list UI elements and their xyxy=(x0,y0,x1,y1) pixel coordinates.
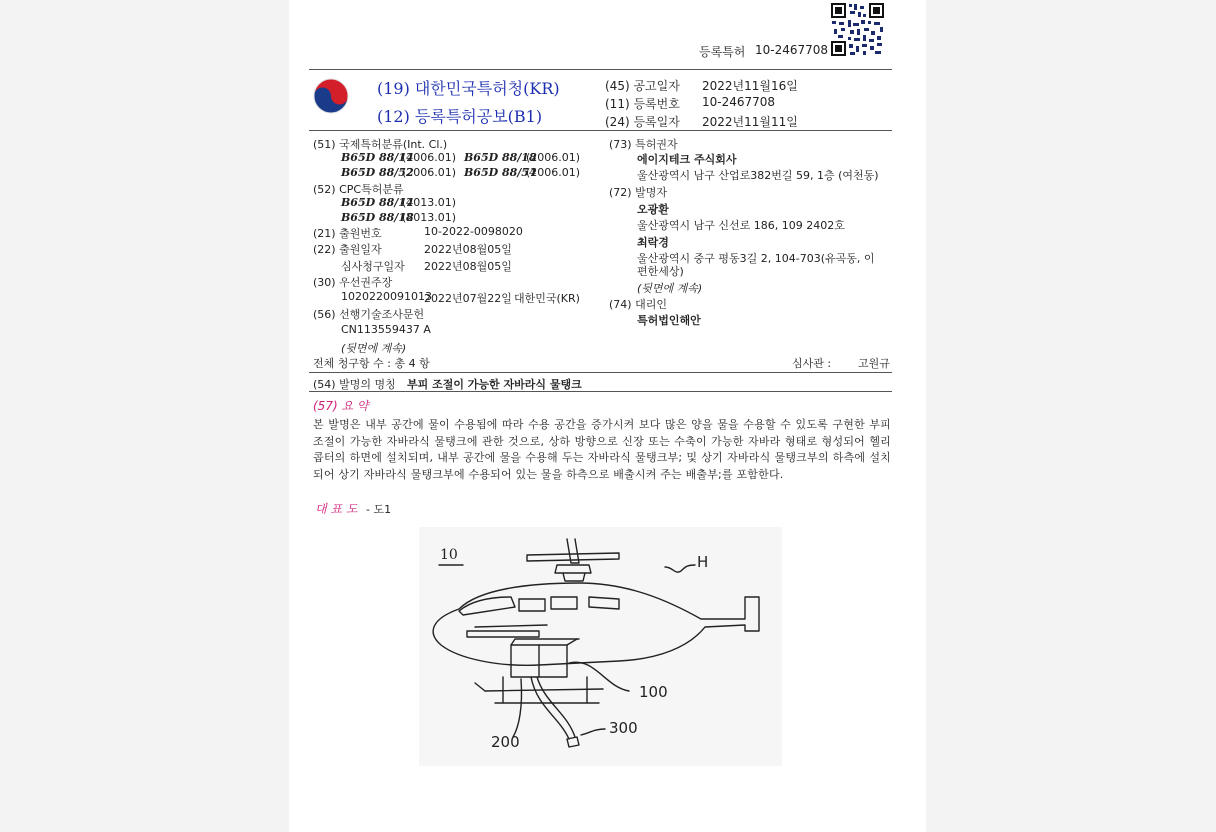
rep-figure-label: 대 표 도 xyxy=(315,502,358,516)
reg-date-label: (24) 등록일자 xyxy=(605,115,680,129)
rule-2 xyxy=(309,130,892,131)
pub-date-label: (45) 공고일자 xyxy=(605,79,680,93)
ipc-code: B65D 88/18 xyxy=(464,151,537,164)
agent-label: (74) 대리인 xyxy=(609,298,667,311)
reg-no-label: (11) 등록번호 xyxy=(605,97,680,111)
pub-date: 2022년11월16일 xyxy=(702,79,798,93)
reg-prefix: 등록특허 xyxy=(699,45,746,59)
cpc-year: (2013.01) xyxy=(402,211,457,224)
rep-figure-value: - 도1 xyxy=(366,503,392,516)
examiner-label: 심사관 : xyxy=(792,357,832,370)
patentee-address: 울산광역시 남구 산업로382번길 59, 1층 (여천동) xyxy=(637,169,879,182)
claims-count: 전체 청구항 수 : 총 4 항 xyxy=(313,357,430,370)
cpc-year: (2013.01) xyxy=(402,196,457,209)
priority-date: 2022년07월22일 xyxy=(424,292,512,305)
priority-country: 대한민국(KR) xyxy=(514,292,580,305)
patentee-name: 에이지테크 주식회사 xyxy=(637,153,737,166)
qr-code xyxy=(830,2,885,57)
inventor-address-line1: 울산광역시 중구 평동3길 2, 104-703(유곡동, 이 xyxy=(637,252,875,265)
invention-title: 부피 조절이 가능한 자바라식 물탱크 xyxy=(407,378,582,391)
priority-label: (30) 우선권주장 xyxy=(313,276,393,289)
prior-art-doc: CN113559437 A xyxy=(341,323,431,336)
representative-drawing xyxy=(419,527,782,766)
rule-4 xyxy=(309,391,892,392)
continued-note-left: (뒷면에 계속) xyxy=(341,342,407,355)
invention-title-label: (54) 발명의 명칭 xyxy=(313,378,396,391)
reg-date: 2022년11월11일 xyxy=(702,115,798,129)
rule-3 xyxy=(309,372,892,373)
exam-date-label: 심사청구일자 xyxy=(341,260,405,273)
app-no: 10-2022-0098020 xyxy=(424,225,523,238)
inventor-label: (72) 발명자 xyxy=(609,186,667,199)
inventor-address: 울산광역시 남구 신선로 186, 109 2402호 xyxy=(637,219,845,232)
app-no-label: (21) 출원번호 xyxy=(313,227,382,240)
priority-no: 1020220091013 xyxy=(341,290,432,303)
patentee-label: (73) 특허권자 xyxy=(609,138,678,151)
inventor-name: 최락경 xyxy=(637,236,669,249)
abstract-label: (57) 요 약 xyxy=(313,399,369,413)
prior-art-label: (56) 선행기술조사문헌 xyxy=(313,308,425,321)
reg-number: 10-2467708 xyxy=(755,43,829,57)
exam-date: 2022년08월05일 xyxy=(424,260,512,273)
ref-200-label: 200 xyxy=(491,733,520,751)
helicopter-drawing xyxy=(419,527,782,766)
ipc-code: B65D 88/14 xyxy=(341,151,414,164)
ipc-year: (2006.01) xyxy=(526,151,581,164)
ref-10-label: 10 xyxy=(440,547,458,563)
ipc-code: B65D 88/54 xyxy=(464,166,537,179)
ipc-year: (2006.01) xyxy=(402,151,457,164)
top-rule xyxy=(309,69,892,70)
inventor-name: 오광환 xyxy=(637,203,669,216)
patent-page xyxy=(289,0,926,832)
publication-type: (12) 등록특허공보(B1) xyxy=(377,107,543,126)
examiner-name: 고원규 xyxy=(858,357,890,370)
ipc-code: B65D 88/52 xyxy=(341,166,414,179)
taegeuk-emblem-icon xyxy=(313,78,349,114)
cpc-label: (52) CPC특허분류 xyxy=(313,183,404,196)
cpc-code: B65D 88/14 xyxy=(341,196,414,209)
cpc-code: B65D 88/18 xyxy=(341,211,414,224)
agent-name: 특허법인해안 xyxy=(637,314,701,327)
inventor-address-line2: 편한세상) xyxy=(637,265,684,278)
ipc-label: (51) 국제특허분류(Int. Cl.) xyxy=(313,138,448,151)
office-name: (19) 대한민국특허청(KR) xyxy=(377,79,560,98)
ref-300-label: 300 xyxy=(609,719,638,737)
reg-no: 10-2467708 xyxy=(702,95,776,109)
ipc-year: (2006.01) xyxy=(526,166,581,179)
ref-h-label: H xyxy=(697,553,709,571)
ipc-year: (2006.01) xyxy=(402,166,457,179)
continued-note-right: (뒷면에 계속) xyxy=(637,282,703,295)
abstract-text: 본 발명은 내부 공간에 물이 수용됨에 따라 수용 공간을 증가시켜 보다 많은 양을 물을 수용할 수 있도록 구현한 부피 조절이 가능한 자바라식 물탱크에 관한 것으로, 상하 방향으로 신장 또는 수축이 가능한 자바라 형태로 형성되어 헬리콥터의 하면에 설치되며, 내부 공간에 물을 수용해 두는 자바라식 물탱크부; 및 상기 자바라식 물탱크부의 하측에 설치되어 상기 자바라식 물탱크부에 수용되어 있는 물을 하측으로 배출시켜 주는 배출부;를 포함한다. xyxy=(313,418,891,481)
ref-100-label: 100 xyxy=(639,683,668,701)
app-date-label: (22) 출원일자 xyxy=(313,243,382,256)
app-date: 2022년08월05일 xyxy=(424,243,512,256)
